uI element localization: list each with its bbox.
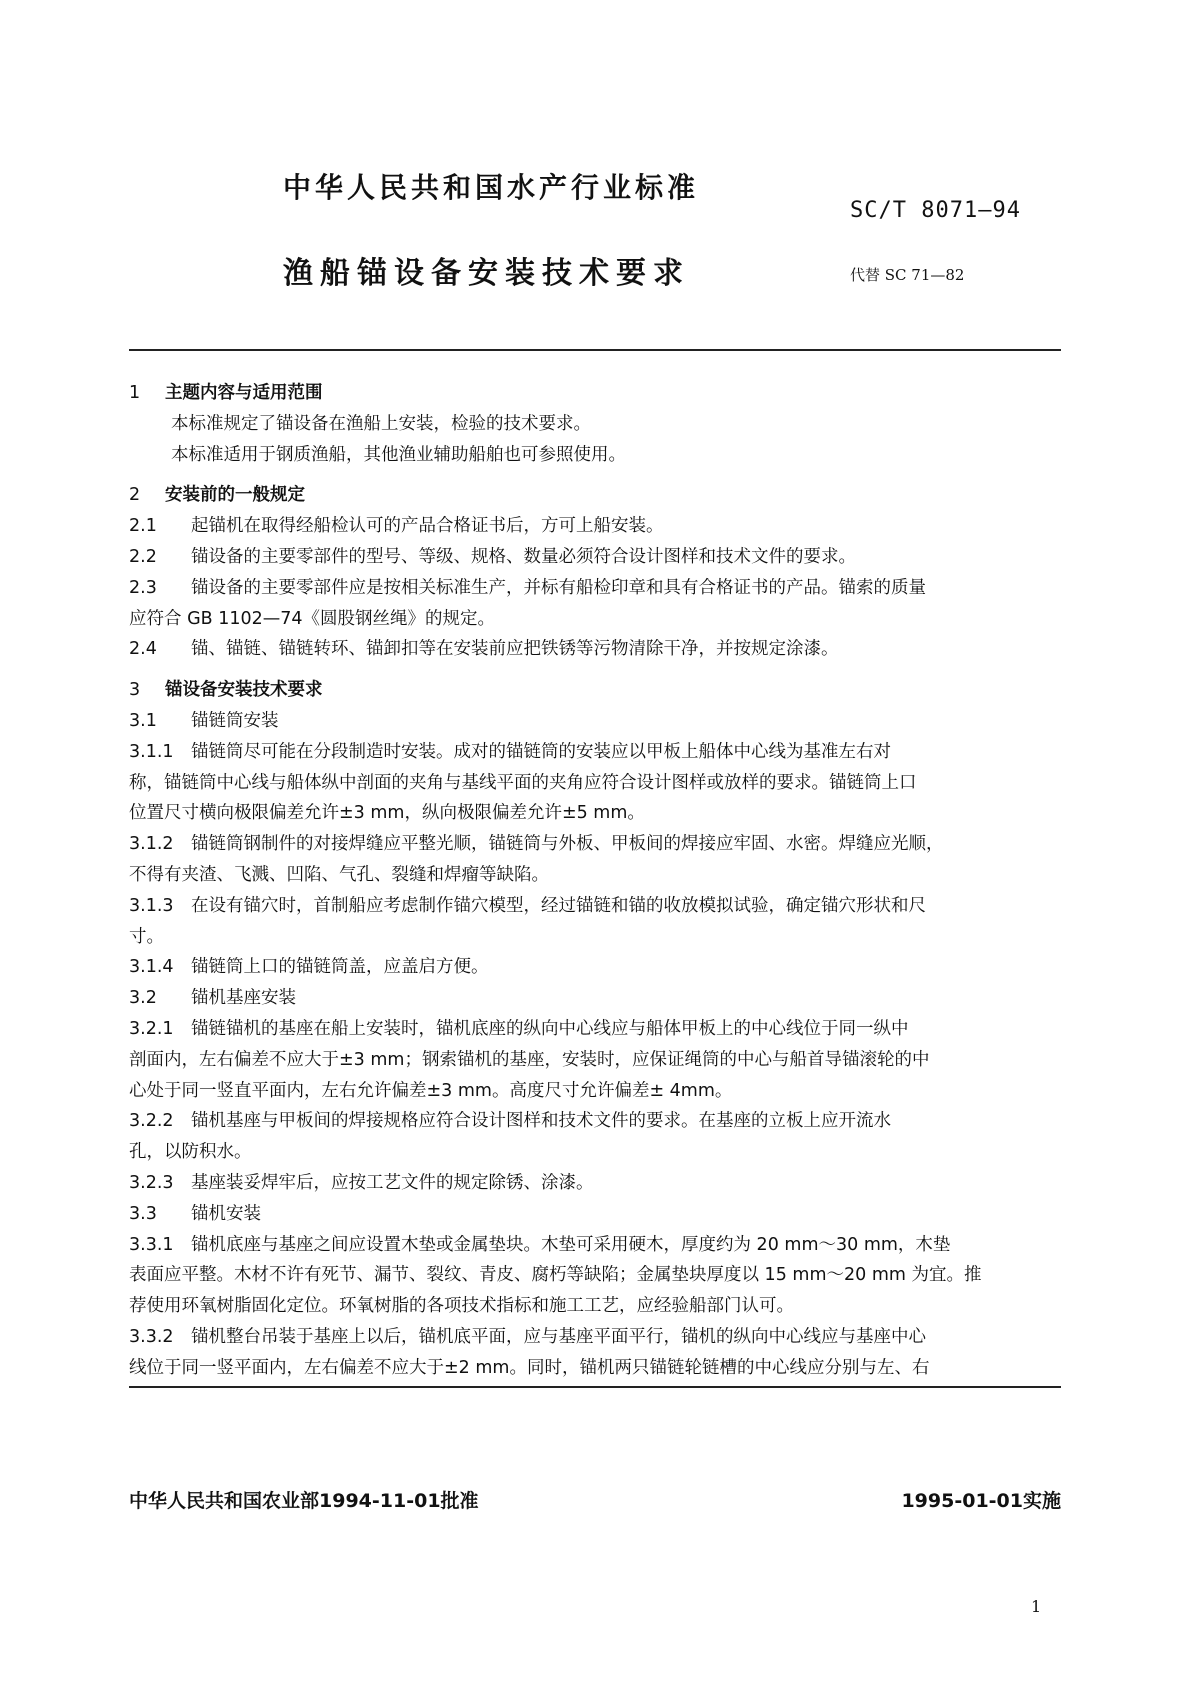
clause-number: 2.1 [129,516,157,537]
subsection-number: 3.3 [129,1203,157,1224]
subsection-heading [129,1199,1061,1230]
document-title: 渔船锚设备安装技术要求 [283,256,690,291]
clause-continuation: 心处于同一竖直平面内，左右允许偏差±3 mm。高度尺寸允许偏差± 4mm。 [129,1080,733,1101]
clause [129,1106,1061,1137]
subsection-title: 锚机安装 [191,1203,261,1224]
clause-number: 3.1.4 [129,957,174,978]
clause-text: 在设有锚穴时，首制船应考虑制作锚穴模型，经过锚链和锚的收放模拟试验，确定锚穴形状和尺 [191,895,926,916]
clause-number: 3.2.3 [129,1172,174,1193]
section-number: 1 [129,383,141,403]
clause-text: 锚链筒上口的锚链筒盖，应盖启方便。 [191,957,489,978]
section-heading [129,378,1061,409]
clause-continuation: 应符合 GB 1102—74《圆股钢丝绳》的规定。 [129,608,495,629]
subsection-title: 锚链筒安装 [191,710,279,731]
clause-continuation: 剖面内，左右偏差不应大于±3 mm；钢索锚机的基座，安装时，应保证绳筒的中心与船首导锚滚轮的中 [129,1049,930,1070]
clause [129,1322,1061,1353]
approval-note: 中华人民共和国农业部1994-11-01批准 [129,1490,479,1512]
clause [129,1230,1061,1261]
standard-title: 中华人民共和国水产行业标准 [283,171,700,204]
clause-text: 锚机底座与基座之间应设置木垫或金属垫块。木垫可采用硬木，厚度约为 20 mm～30 mm，木垫 [191,1234,951,1255]
clause-number: 2.2 [129,546,157,567]
section-title: 安装前的一般规定 [165,485,305,506]
clause-number: 3.1.3 [129,895,174,916]
clause [129,737,1061,768]
clause [129,952,1061,983]
clause-continuation: 荐使用环氧树脂固化定位。环氧树脂的各项技术指标和施工工艺，应经验船部门认可。 [129,1296,794,1317]
clause [129,1168,1061,1199]
section-heading [129,480,1061,511]
clause-continuation: 表面应平整。木材不许有死节、漏节、裂纹、青皮、腐朽等缺陷；金属垫块厚度以 15 mm～20 mm 为宜。推 [129,1265,982,1286]
clause-continuation: 称，锚链筒中心线与船体纵中剖面的夹角与基线平面的夹角应符合设计图样或放样的要求。锚链筒上口 [129,772,917,793]
clause-text: 锚链筒尽可能在分段制造时安装。成对的锚链筒的安装应以甲板上船体中心线为基准左右对 [191,741,891,762]
clause-number: 3.1.1 [129,741,174,762]
clause-text: 起锚机在取得经船检认可的产品合格证书后，方可上船安装。 [191,516,664,537]
section-number: 2 [129,485,141,506]
clause-text: 锚机整台吊装于基座上以后，锚机底平面，应与基座平面平行，锚机的纵向中心线应与基座中心 [191,1326,926,1347]
clause-continuation: 孔，以防积水。 [129,1142,252,1163]
effective-date: 1995-01-01实施 [901,1490,1061,1512]
clause [129,891,1061,922]
clause-text: 锚链锚机的基座在船上安装时，锚机底座的纵向中心线应与船体甲板上的中心线位于同一纵中 [191,1018,909,1039]
clause-continuation: 不得有夹渣、飞溅、凹陷、气孔、裂缝和焊瘤等缺陷。 [129,864,549,885]
clause-number: 3.3.1 [129,1234,174,1255]
clause-continuation: 寸。 [129,926,164,947]
subsection-number: 3.1 [129,710,157,731]
section-title: 主题内容与适用范围 [165,383,323,403]
clause-number: 3.2.2 [129,1111,174,1132]
subsection-heading [129,706,1061,737]
clause-text: 锚机基座与甲板间的焊接规格应符合设计图样和技术文件的要求。在基座的立板上应开流水 [191,1111,891,1132]
section-number: 3 [129,680,141,701]
clause [129,634,1061,665]
clause-text: 锚设备的主要零部件应是按相关标准生产，并标有船检印章和具有合格证书的产品。锚索的质量 [191,577,926,598]
clause-number: 2.4 [129,639,157,660]
clause-number: 2.3 [129,577,157,598]
clause-text: 锚设备的主要零部件的型号、等级、规格、数量必须符合设计图样和技术文件的要求。 [191,546,856,567]
subsection-heading [129,983,1061,1014]
clause-continuation: 线位于同一竖平面内，左右偏差不应大于±2 mm。同时，锚机两只锚链轮链槽的中心线应分别与左、右 [129,1353,1061,1388]
section-title: 锚设备安装技术要求 [165,680,323,701]
clause-continuation: 位置尺寸横向极限偏差允许±3 mm，纵向极限偏差允许±5 mm。 [129,803,645,824]
header-divider [129,349,1061,351]
clause-text: 锚、锚链、锚链转环、锚卸扣等在安装前应把铁锈等污物清除干净，并按规定涂漆。 [191,639,839,660]
clause-number: 3.2.1 [129,1018,174,1039]
subsection-number: 3.2 [129,988,157,1009]
clause [129,511,1061,542]
document-body [129,378,1061,1388]
clause-text: 基座装妥焊牢后，应按工艺文件的规定除锈、涂漆。 [191,1172,594,1193]
subsection-title: 锚机基座安装 [191,988,296,1009]
clause-text: 锚链筒钢制件的对接焊缝应平整光顺，锚链筒与外板、甲板间的焊接应牢固、水密。焊缝应光顺， [191,834,944,855]
clause [129,1014,1061,1045]
clause [129,573,1061,604]
clause-number: 3.1.2 [129,834,174,855]
clause [129,542,1061,573]
paragraph: 本标准规定了锚设备在渔船上安装，检验的技术要求。 [171,413,591,434]
clause-number: 3.3.2 [129,1326,174,1347]
replaces-note: 代替 SC 71—82 [850,266,965,284]
clause [129,829,1061,860]
standard-code: SC/T 8071—94 [850,198,1021,223]
section-heading [129,675,1061,706]
paragraph: 本标准适用于钢质渔船，其他渔业辅助船舶也可参照使用。 [171,444,626,465]
page-number: 1 [1031,1597,1042,1616]
